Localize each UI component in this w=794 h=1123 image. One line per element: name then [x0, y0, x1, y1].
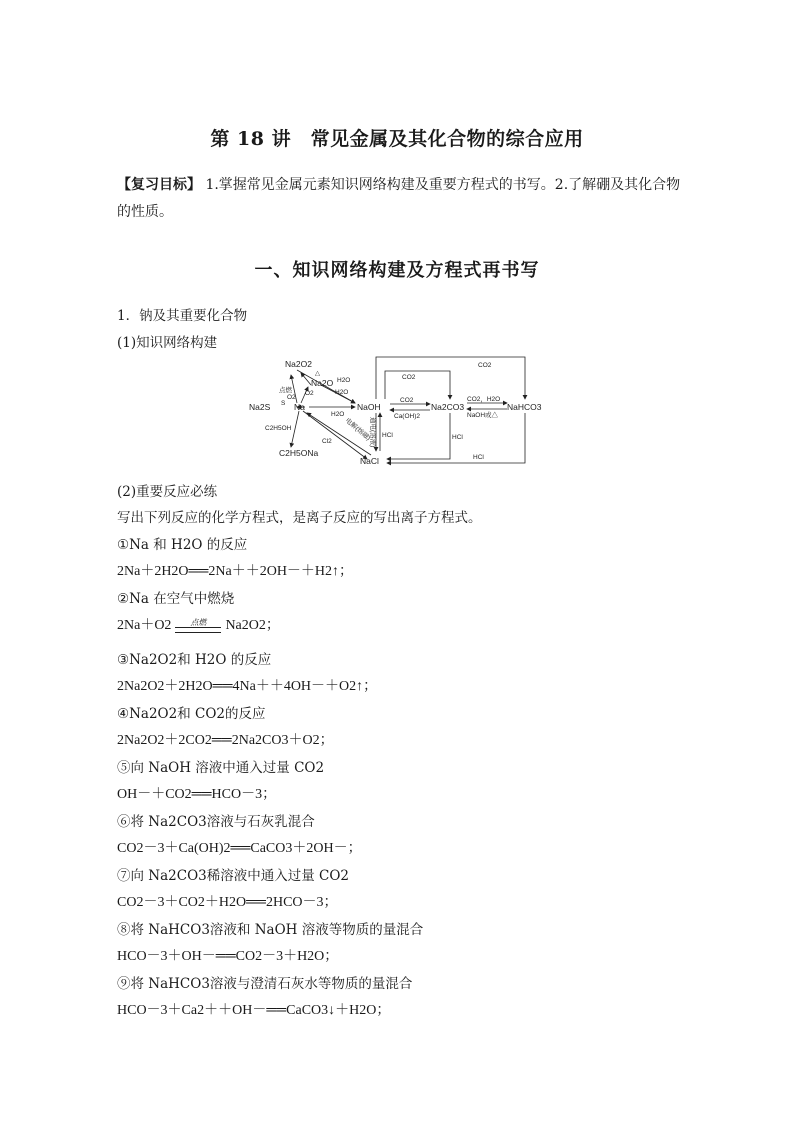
label-co2-h2o: CO2，H2O: [467, 396, 501, 403]
label-dianran: 点燃: [279, 387, 292, 394]
condition-label: 点燃: [190, 618, 207, 628]
instruction: 写出下列反应的化学方程式，是离子反应的写出离子方程式。: [117, 510, 482, 526]
label-h2o-c: H2O: [331, 411, 345, 418]
arrow-naoh-na2co3-top: [385, 371, 450, 399]
review-goal: [117, 172, 687, 226]
node-na2o2: Na2O2: [285, 359, 312, 369]
label-tongdian: 通电(溶液): [369, 417, 376, 448]
node-na2s: Na2S: [249, 402, 271, 412]
reaction-question: ②Na 在空气中燃烧: [117, 591, 235, 607]
label-hcl-b: HCl: [452, 434, 463, 441]
knowledge-network-diagram: [245, 355, 545, 467]
label-caoh2: Ca(OH)2: [394, 413, 421, 420]
node-na2o: Na2O: [311, 378, 334, 388]
reaction-answer: HCO－3＋Ca2＋＋OH－══CaCO3↓＋H2O；: [117, 1003, 391, 1018]
label-co2-top: CO2: [478, 362, 492, 369]
node-na2co3: Na2CO3: [431, 402, 465, 412]
arrow-naoh-nahco3: [376, 357, 525, 399]
label-h2o-a: H2O: [337, 377, 351, 384]
label-naoh-or: NaOH或△: [467, 412, 499, 419]
label-hcl-a: HCl: [382, 432, 393, 439]
review-goal-tag: 【复习目标】: [117, 177, 201, 193]
reaction-answer: 2Na2O2＋2H2O══4Na＋＋4OH－＋O2↑；: [117, 679, 378, 694]
label-c2h5oh: C2H5OH: [265, 425, 292, 432]
label-h2o-b: H2O: [335, 389, 349, 396]
arrow-na-c2h5ona: [291, 411, 299, 447]
reaction-answer: 2Na＋2H2O══2Na＋＋2OH－＋H2↑；: [117, 564, 354, 579]
subsection-reactions: (2)重要反应必练: [117, 484, 218, 500]
label-delta: △: [315, 370, 320, 377]
review-goal-text: 1.掌握常见金属元素知识网络构建及重要方程式的书写。2.了解硼及其化合物的性质。: [117, 177, 681, 220]
reaction-answer: CO2－3＋CO2＋H2O══2HCO－3；: [117, 895, 338, 910]
section-heading: 一、知识网络构建及方程式再书写: [254, 260, 540, 281]
node-c2h5ona: C2H5ONa: [279, 448, 319, 458]
page-title: 第 18 讲 常见金属及其化合物的综合应用: [210, 128, 584, 150]
label-co2-low: CO2: [400, 397, 414, 404]
reaction-question: ⑨将 NaHCO3溶液与澄清石灰水等物质的量混合: [117, 976, 413, 992]
equation-left: 2Na＋O2: [117, 618, 172, 633]
node-na: Na: [294, 402, 305, 412]
reaction-condition: [175, 618, 221, 633]
label-o2-a: O2: [287, 394, 296, 401]
reaction-question: ⑥将 Na2CO3溶液与石灰乳混合: [117, 814, 315, 830]
label-co2-mid: CO2: [402, 374, 416, 381]
node-nacl: NaCl: [360, 456, 379, 466]
reaction-question: ③Na2O2和 H2O 的反应: [117, 652, 272, 668]
reaction-question: ①Na 和 H2O 的反应: [117, 537, 248, 553]
label-cl2: Cl2: [322, 438, 332, 445]
reaction-answer: HCO－3＋OH－══CO2－3＋H2O；: [117, 949, 339, 964]
reaction-answer: OH－＋CO2══HCO－3；: [117, 787, 277, 802]
label-o2-b: O2: [305, 390, 314, 397]
node-naoh: NaOH: [357, 402, 381, 412]
subsection-heading: 1．钠及其重要化合物: [117, 308, 248, 324]
reaction-question: ⑧将 NaHCO3溶液和 NaOH 溶液等物质的量混合: [117, 922, 424, 938]
label-s: S: [281, 400, 286, 407]
condition-equals: [175, 627, 221, 633]
reaction-question: ④Na2O2和 CO2的反应: [117, 706, 266, 722]
subsection-network: (1)知识网络构建: [117, 335, 218, 351]
reaction-question: ⑤向 NaOH 溶液中通入过量 CO2: [117, 760, 325, 776]
reaction-question: ⑦向 Na2CO3稀溶液中通入过量 CO2: [117, 868, 350, 884]
equation-right: Na2O2；: [225, 618, 280, 633]
label-electrolysis: 电解(熔融): [343, 417, 372, 443]
reaction-answer: [117, 614, 280, 634]
reaction-answer: CO2－3＋Ca(OH)2══CaCO3＋2OH－；: [117, 841, 362, 856]
node-nahco3: NaHCO3: [507, 402, 542, 412]
reaction-answer: 2Na2O2＋2CO2══2Na2CO3＋O2；: [117, 733, 334, 748]
label-hcl-c: HCl: [473, 454, 484, 461]
